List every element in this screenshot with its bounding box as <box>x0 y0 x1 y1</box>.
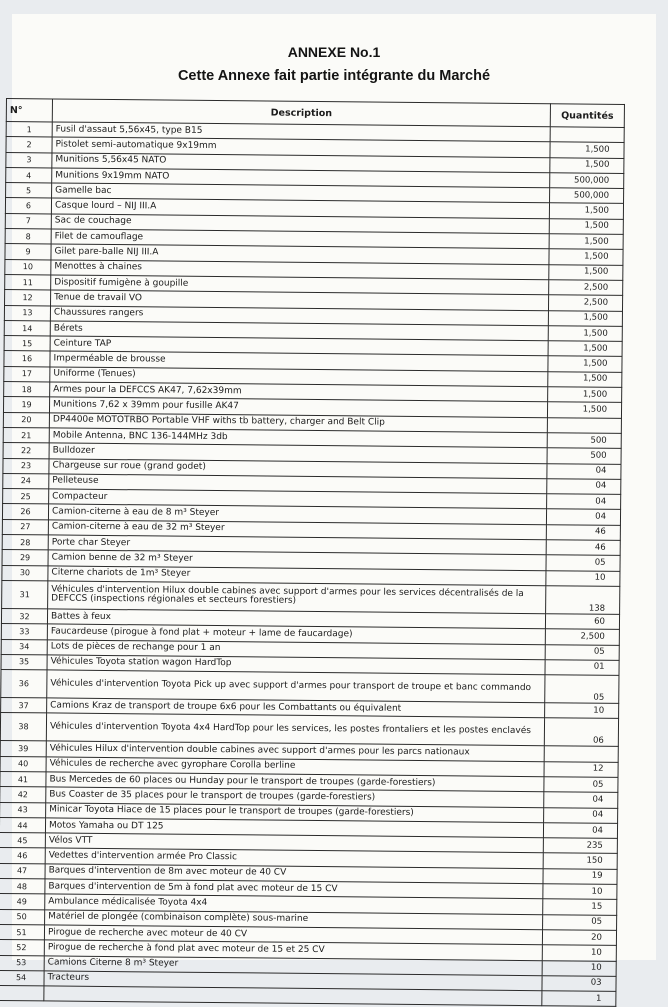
document-page <box>9 14 656 1004</box>
row-quantity: 2,500 <box>548 295 622 311</box>
row-description: Bus Coaster de 35 places pour le transport de troupes (garde-forestiers) <box>46 787 544 807</box>
row-description: Camion benne de 32 m³ Steyer <box>48 550 546 570</box>
row-number: 28 <box>2 535 48 551</box>
row-number: 50 <box>0 909 45 925</box>
row-quantity <box>550 127 624 143</box>
row-quantity: 04 <box>547 463 621 479</box>
row-number: 48 <box>0 879 45 895</box>
row-quantity: 1,500 <box>548 356 622 372</box>
row-number: 54 <box>0 970 44 986</box>
row-quantity: 04 <box>546 509 620 525</box>
row-description: Fusil d'assaut 5,56x45, type B15 <box>52 122 550 142</box>
row-description: Véhicules d'intervention Hilux double cabines avec support d'armes pour les services décentralisés de la DEFCCS (inspections régionales et secteurs forestiers) <box>48 581 546 614</box>
row-quantity: 05 <box>545 644 619 660</box>
row-description: Barques d'intervention de 5m à fond plat avec moteur de 15 CV <box>45 879 543 899</box>
row-description: Armes pour la DEFCCS AK47, 7,62x39mm <box>50 382 548 402</box>
row-number: 45 <box>0 833 45 849</box>
row-number: 35 <box>1 654 47 670</box>
row-quantity: 500,000 <box>550 173 624 189</box>
row-description: Camions Citerne 8 m³ Steyer <box>44 955 542 975</box>
row-description: Bérets <box>50 321 548 341</box>
row-description: Minicar Toyota Hiace de 15 places pour le transport de troupes (garde-forestiers) <box>46 802 544 822</box>
row-quantity: 500,000 <box>550 188 624 204</box>
row-quantity: 1,500 <box>548 341 622 357</box>
row-quantity: 10 <box>545 703 619 719</box>
row-description: Camion-citerne à eau de 32 m³ Steyer <box>48 520 546 540</box>
row-quantity: 10 <box>543 884 617 900</box>
row-description: Camion-citerne à eau de 8 m³ Steyer <box>48 504 546 524</box>
row-description: Battes à feux <box>47 609 545 629</box>
row-quantity: 03 <box>542 976 616 992</box>
row-number: 13 <box>4 305 50 321</box>
row-number: 52 <box>0 940 44 956</box>
row-quantity: 60 <box>545 614 619 630</box>
row-quantity: 06 <box>544 718 618 747</box>
row-quantity: 04 <box>547 479 621 495</box>
row-quantity: 1,500 <box>548 310 622 326</box>
row-description: Motos Yamaha ou DT 125 <box>45 818 543 838</box>
row-quantity: 05 <box>543 914 617 930</box>
row-number: 42 <box>0 787 46 803</box>
row-quantity: 1,500 <box>548 326 622 342</box>
header-number: N° <box>6 99 52 122</box>
row-description: Ambulance médicalisée Toyota 4x4 <box>45 894 543 914</box>
row-number: 43 <box>0 802 46 818</box>
row-description: Véhicules Toyota station wagon HardTop <box>47 655 545 675</box>
annex-table <box>0 98 625 1007</box>
row-quantity: 05 <box>546 555 620 571</box>
row-number: 37 <box>1 698 47 714</box>
row-number: 40 <box>0 756 46 772</box>
row-number: 18 <box>4 382 50 398</box>
row-number: 34 <box>1 639 47 655</box>
row-description: Véhicules d'intervention Toyota Pick up avec support d'armes pour transport de troupe et banc commando <box>47 670 545 703</box>
row-quantity: 05 <box>544 777 618 793</box>
header-quantity: Quantités <box>550 104 624 128</box>
row-description: Munitions 5,56x45 NATO <box>52 153 550 173</box>
row-number: 24 <box>3 473 49 489</box>
row-quantity: 1,500 <box>549 219 623 235</box>
row-description: Bus Mercedes de 60 places ou Hunday pour le transport de troupes (garde-forestiers) <box>46 772 544 792</box>
row-number: 4 <box>6 167 52 183</box>
row-description: Véhicules Hilux d'intervention double cabines avec support d'armes pour les parcs nationaux <box>46 741 544 761</box>
row-quantity: 2,500 <box>549 280 623 296</box>
row-description: Lots de pièces de rechange pour 1 an <box>47 639 545 659</box>
row-quantity: 46 <box>546 540 620 556</box>
row-quantity: 46 <box>546 524 620 540</box>
row-description: Pelleteuse <box>49 474 547 494</box>
row-description: Chaussures rangers <box>50 305 548 325</box>
row-number: 17 <box>4 366 50 382</box>
row-number: 16 <box>4 351 50 367</box>
row-description: Pirogue de recherche à fond plat avec moteur de 15 et 25 CV <box>44 940 542 960</box>
row-number: 11 <box>5 274 51 290</box>
row-quantity: 10 <box>542 960 616 976</box>
row-quantity: 1,500 <box>548 371 622 387</box>
row-quantity: 04 <box>544 792 618 808</box>
row-description: Pirogue de recherche avec moteur de 40 CV <box>44 925 542 945</box>
row-description: Sac de couchage <box>51 214 549 234</box>
row-description: Dispositif fumigène à goupille <box>51 275 549 295</box>
row-quantity: 1,500 <box>547 402 621 418</box>
row-description: Vedettes d'intervention armée Pro Classic <box>45 848 543 868</box>
row-description: Filet de camouflage <box>51 229 549 249</box>
header-description: Description <box>52 99 550 127</box>
row-number: 10 <box>5 259 51 275</box>
row-number: 41 <box>0 771 46 787</box>
row-number: 2 <box>6 137 52 153</box>
row-number: 7 <box>5 213 51 229</box>
row-description: Citerne chariots de 1m³ Steyer <box>48 566 546 586</box>
row-description: Véhicules de recherche avec gyrophare Corolla berline <box>46 757 544 777</box>
row-description: Vélos VTT <box>45 833 543 853</box>
row-number <box>0 986 44 1002</box>
row-number: 39 <box>0 741 46 757</box>
row-quantity: 1,500 <box>549 264 623 280</box>
row-number: 53 <box>0 955 44 971</box>
row-number: 19 <box>3 397 49 413</box>
row-description: DP4400e MOTOTRBO Portable VHF withs tb battery, charger and Belt Clip <box>49 413 547 433</box>
row-quantity: 150 <box>543 853 617 869</box>
trailing-quantity: 1 <box>542 991 616 1007</box>
row-description: Pistolet semi-automatique 9x19mm <box>52 137 550 157</box>
row-number: 47 <box>0 863 45 879</box>
row-number: 27 <box>2 519 48 535</box>
row-quantity: 04 <box>544 807 618 823</box>
row-description: Matériel de plongée (combinaison complète) sous-marine <box>45 910 543 930</box>
row-quantity: 1,500 <box>549 203 623 219</box>
row-number: 38 <box>0 713 46 741</box>
row-number: 20 <box>3 412 49 428</box>
row-number: 9 <box>5 244 51 260</box>
row-description: Chargeuse sur roue (grand godet) <box>49 458 547 478</box>
row-number: 44 <box>0 817 46 833</box>
row-number: 3 <box>6 152 52 168</box>
row-description: Faucardeuse (pirogue à fond plat + moteur + lame de faucardage) <box>47 624 545 644</box>
row-number: 15 <box>4 336 50 352</box>
row-quantity: 19 <box>543 868 617 884</box>
row-description: Gamelle bac <box>52 183 550 203</box>
row-quantity: 01 <box>545 659 619 675</box>
row-number: 22 <box>3 443 49 459</box>
row-number: 29 <box>2 550 48 566</box>
row-description: Menottes à chaines <box>51 260 549 280</box>
row-description: Munitions 7,62 x 39mm pour fusille AK47 <box>49 397 547 417</box>
row-description: Mobile Antenna, BNC 136-144MHz 3db <box>49 428 547 448</box>
row-description: Tenue de travail VO <box>51 290 549 310</box>
row-description: Uniforme (Tenues) <box>50 367 548 387</box>
row-quantity: 138 <box>546 586 620 615</box>
row-number: 8 <box>5 229 51 245</box>
row-description: Barques d'intervention de 8m avec moteur de 40 CV <box>45 864 543 884</box>
row-number: 26 <box>2 504 48 520</box>
row-number: 33 <box>1 624 47 640</box>
row-quantity: 500 <box>547 433 621 449</box>
row-quantity: 1,500 <box>550 157 624 173</box>
row-quantity: 04 <box>543 823 617 839</box>
row-description: Ceinture TAP <box>50 336 548 356</box>
row-description: Gilet pare-balle NIJ III.A <box>51 244 549 264</box>
row-quantity: 1,500 <box>549 234 623 250</box>
row-quantity: 1,500 <box>549 249 623 265</box>
row-number: 46 <box>0 848 45 864</box>
row-number: 1 <box>6 122 52 138</box>
row-number: 31 <box>2 580 48 608</box>
row-number: 25 <box>3 489 49 505</box>
row-number: 14 <box>4 320 50 336</box>
row-quantity: 10 <box>546 570 620 586</box>
row-number: 30 <box>2 565 48 581</box>
row-quantity: 1,500 <box>548 387 622 403</box>
row-number: 21 <box>3 427 49 443</box>
row-description: Bulldozer <box>49 443 547 463</box>
row-number: 12 <box>5 290 51 306</box>
row-number: 6 <box>5 198 51 214</box>
row-number: 36 <box>1 670 47 698</box>
row-description: Véhicules d'intervention Toyota 4x4 HardTop pour les services, les postes frontaliers et les postes enclavés <box>46 713 544 746</box>
annex-subtitle: Cette Annexe fait partie intégrante du Marché <box>177 68 491 84</box>
row-number: 51 <box>0 924 45 940</box>
row-quantity: 05 <box>545 675 619 704</box>
row-quantity <box>544 746 618 762</box>
row-quantity: 1,500 <box>550 142 624 158</box>
row-quantity: 20 <box>542 930 616 946</box>
row-description: Camions Kraz de transport de troupe 6x6 pour les Combattants ou équivalent <box>47 698 545 718</box>
row-quantity: 2,500 <box>545 629 619 645</box>
row-description: Munitions 9x19mm NATO <box>52 168 550 188</box>
row-quantity: 500 <box>547 448 621 464</box>
row-description: Casque lourd – NIJ III.A <box>51 198 549 218</box>
row-quantity: 15 <box>543 899 617 915</box>
row-description: Tracteurs <box>44 971 542 991</box>
row-quantity: 10 <box>542 945 616 961</box>
row-description: Imperméable de brousse <box>50 351 548 371</box>
row-number: 23 <box>3 458 49 474</box>
row-quantity: 12 <box>544 761 618 777</box>
row-quantity: 235 <box>543 838 617 854</box>
annex-title: ANNEXE No.1 <box>287 44 381 60</box>
row-number: 5 <box>6 183 52 199</box>
row-quantity <box>547 417 621 433</box>
row-description: Porte char Steyer <box>48 535 546 555</box>
row-quantity: 04 <box>547 494 621 510</box>
row-number: 49 <box>0 894 45 910</box>
row-number: 32 <box>1 608 47 624</box>
row-description: Compacteur <box>49 489 547 509</box>
